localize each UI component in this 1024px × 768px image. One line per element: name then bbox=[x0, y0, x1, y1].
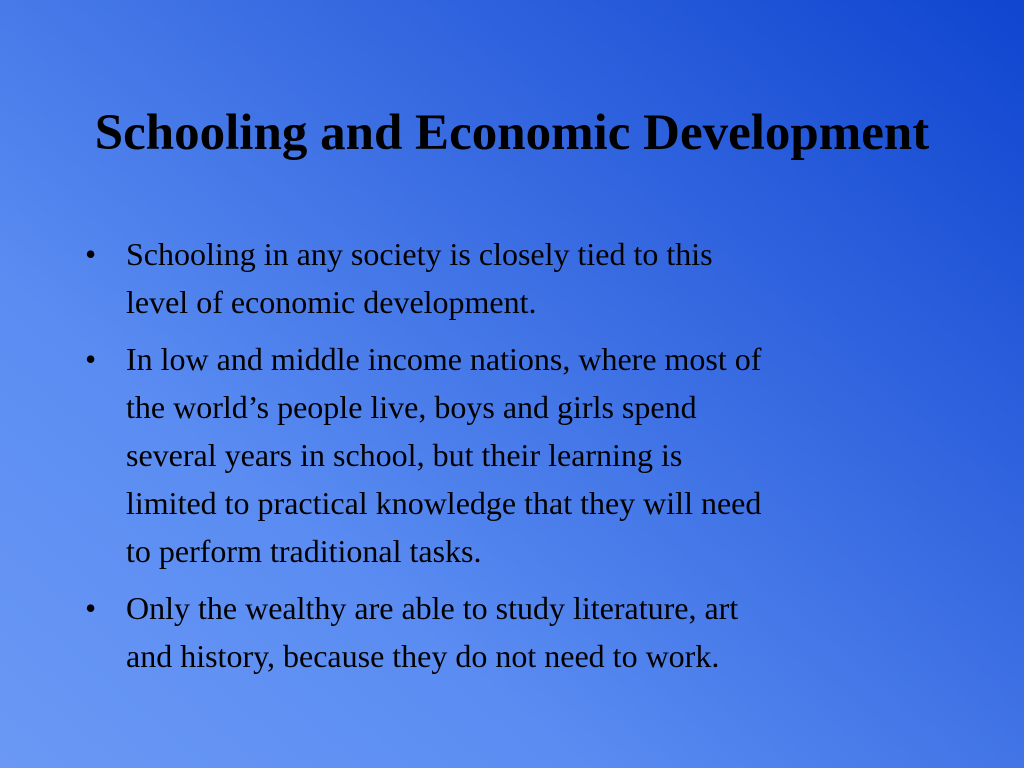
bullet-item bbox=[85, 335, 945, 575]
bullet-text bbox=[126, 590, 738, 674]
bullet-line: Schooling in any society is closely tied to this bbox=[126, 236, 713, 272]
bullet-line: several years in school, but their learning is bbox=[126, 437, 683, 473]
bullet-line: the world’s people live, boys and girls spend bbox=[126, 389, 697, 425]
bullet-text bbox=[126, 236, 713, 320]
bullet-line: limited to practical knowledge that they will need bbox=[126, 485, 762, 521]
bullet-list bbox=[85, 230, 945, 689]
bullet-line: to perform traditional tasks. bbox=[126, 533, 482, 569]
bullet-line: Only the wealthy are able to study literature, art bbox=[126, 590, 739, 626]
bullet-item bbox=[85, 584, 945, 680]
slide-title: Schooling and Economic Development bbox=[94, 105, 930, 161]
bullet-item bbox=[85, 230, 945, 326]
bullet-line: and history, because they do not need to work. bbox=[126, 638, 720, 674]
bullet-icon: • bbox=[85, 590, 97, 626]
bullet-text bbox=[126, 341, 761, 569]
bullet-line: level of economic development. bbox=[126, 284, 537, 320]
bullet-icon: • bbox=[85, 236, 97, 272]
bullet-line: In low and middle income nations, where most of bbox=[126, 341, 762, 377]
bullet-icon: • bbox=[85, 341, 97, 377]
